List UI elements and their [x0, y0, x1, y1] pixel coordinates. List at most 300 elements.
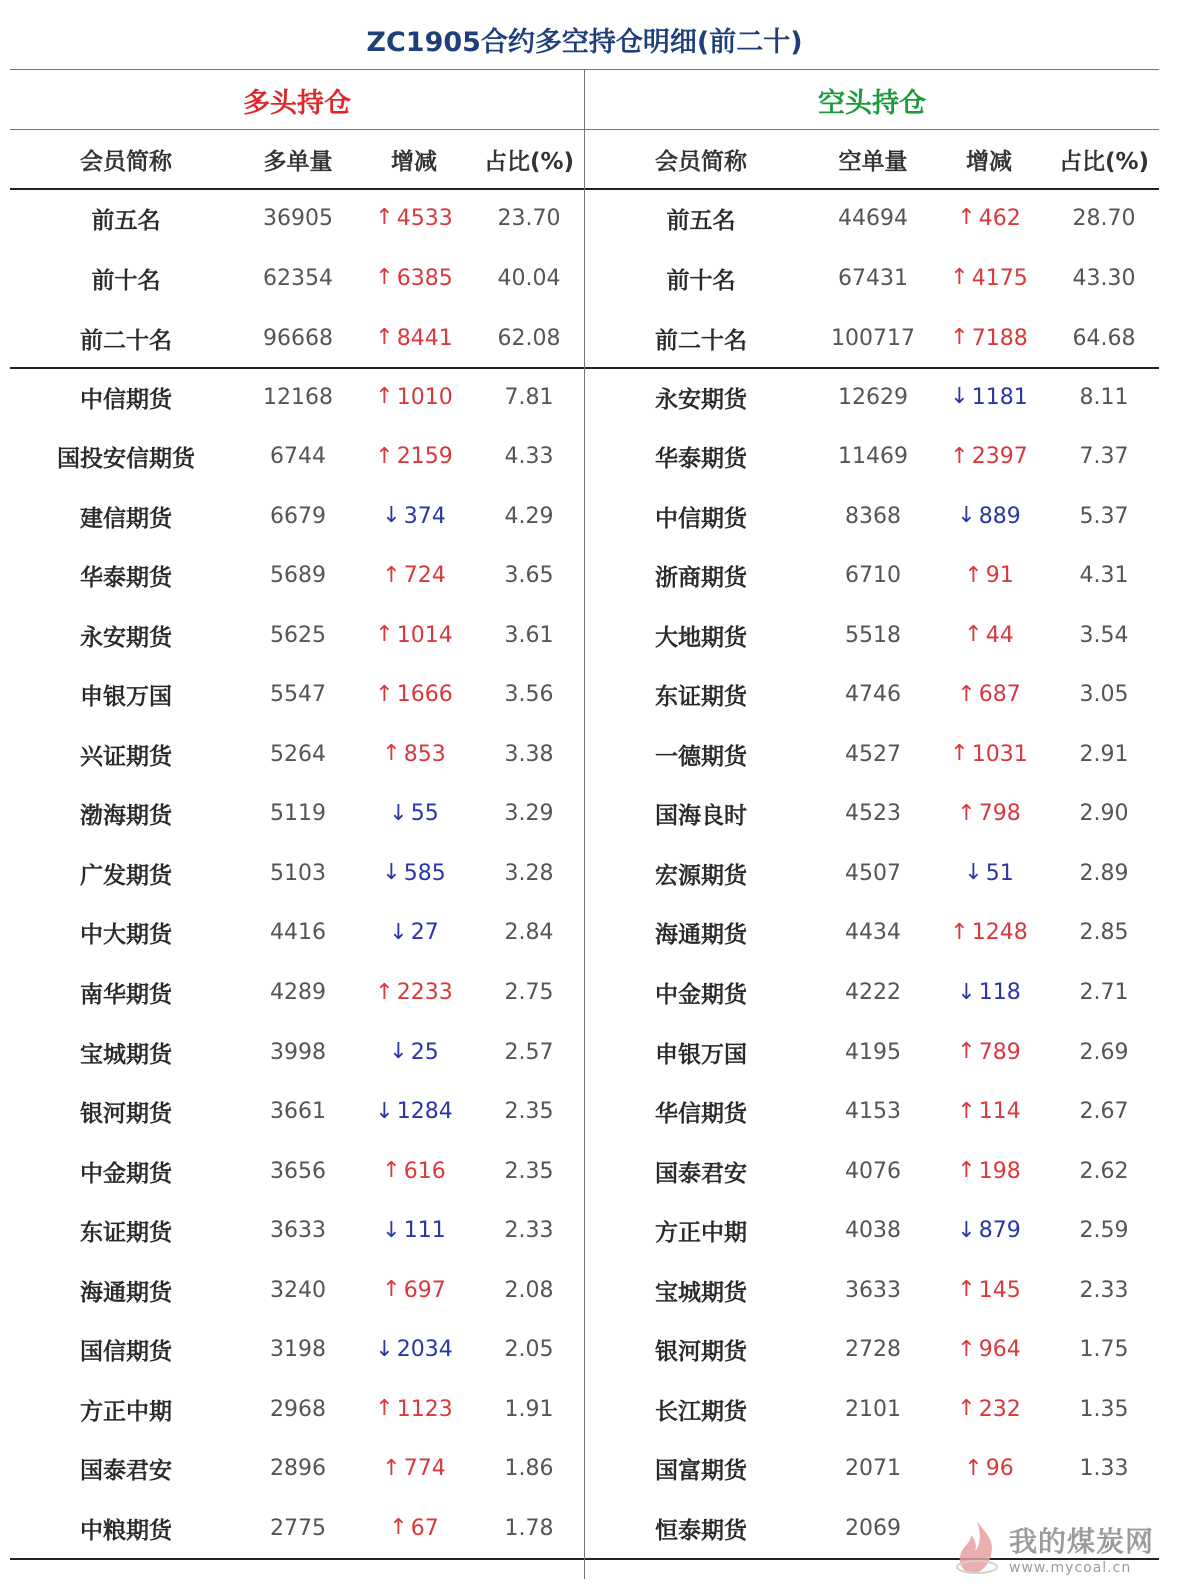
- arrow-up-icon: ↑: [375, 1396, 394, 1422]
- change-amount: 1123: [396, 1396, 453, 1422]
- short-member-row: [585, 1320, 1159, 1380]
- change-cell: [354, 206, 474, 231]
- long-member-row: [10, 1498, 584, 1558]
- arrow-down-icon: ↓: [382, 503, 401, 529]
- short-member-row: [585, 605, 1159, 665]
- share-percent: 7.81: [504, 384, 554, 410]
- share-percent: 2.35: [504, 1158, 554, 1184]
- share-percent: 3.56: [504, 682, 554, 708]
- position-volume: 5625: [270, 622, 326, 648]
- share-percent: 4.29: [504, 503, 554, 529]
- change-cell: [929, 1099, 1049, 1124]
- change-amount: 114: [978, 1099, 1021, 1125]
- member-name: 浙商期货: [655, 565, 747, 592]
- member-name: 长江期货: [655, 1398, 747, 1425]
- change-amount: 1666: [396, 682, 453, 708]
- arrow-up-icon: ↑: [382, 1277, 401, 1303]
- watermark-text: 我的煤炭网: [1009, 1525, 1155, 1558]
- share-percent: 2.89: [1079, 860, 1129, 886]
- change-value: [389, 801, 438, 826]
- change-amount: 7188: [971, 325, 1028, 351]
- change-value: [382, 563, 445, 588]
- member-name: 方正中期: [655, 1220, 747, 1247]
- change-cell: [354, 1099, 474, 1124]
- member-name: 中信期货: [80, 386, 172, 413]
- arrow-up-icon: ↑: [964, 562, 983, 588]
- member-name: 中金期货: [655, 982, 747, 1008]
- arrow-up-icon: ↑: [389, 1515, 408, 1541]
- member-name: 国泰君安: [655, 1160, 747, 1187]
- share-percent: 2.67: [1079, 1099, 1129, 1125]
- member-name: 东证期货: [80, 1220, 172, 1247]
- position-volume: 3656: [270, 1158, 326, 1184]
- short-member-row: [585, 1201, 1159, 1261]
- member-name: 国投安信期货: [57, 446, 195, 473]
- member-name: 宝城期货: [655, 1279, 747, 1306]
- change-amount: 27: [410, 920, 439, 946]
- change-value: [382, 1456, 445, 1481]
- position-volume: 5689: [270, 563, 326, 589]
- arrow-up-icon: ↑: [957, 1158, 976, 1184]
- change-amount: 697: [403, 1277, 446, 1303]
- member-name: 南华期货: [80, 982, 172, 1008]
- member-name: 前二十名: [80, 327, 172, 354]
- change-value: [375, 1397, 452, 1422]
- change-amount: 4175: [971, 265, 1028, 291]
- long-member-row: [10, 1201, 584, 1261]
- member-name: 前五名: [91, 207, 161, 234]
- share-percent: 2.85: [1079, 920, 1129, 946]
- arrow-up-icon: ↑: [964, 622, 983, 648]
- long-member-row: [10, 367, 584, 427]
- arrow-up-icon: ↑: [957, 800, 976, 826]
- short-col-member: 会员简称: [655, 148, 747, 175]
- change-value: [957, 504, 1020, 529]
- change-cell: [354, 1397, 474, 1422]
- member-name: 永安期货: [655, 386, 747, 413]
- arrow-down-icon: ↓: [382, 860, 401, 886]
- change-cell: [354, 861, 474, 886]
- change-cell: [929, 742, 1049, 767]
- member-name: 华信期货: [655, 1101, 747, 1128]
- change-value: [964, 563, 1013, 588]
- change-value: [957, 1218, 1020, 1243]
- long-col-member: 会员简称: [80, 148, 172, 175]
- member-name: 国信期货: [80, 1339, 172, 1366]
- arrow-down-icon: ↓: [389, 919, 408, 945]
- arrow-down-icon: ↓: [950, 384, 969, 409]
- arrow-up-icon: ↑: [375, 384, 394, 409]
- change-amount: 198: [978, 1158, 1021, 1184]
- share-percent: 3.29: [504, 801, 554, 827]
- share-percent: 3.38: [504, 741, 554, 767]
- position-volume: 4434: [845, 920, 901, 946]
- long-member-row: [10, 1022, 584, 1082]
- share-percent: 7.37: [1079, 444, 1129, 470]
- change-amount: 724: [403, 563, 446, 589]
- arrow-up-icon: ↑: [950, 325, 969, 350]
- change-amount: 1010: [396, 384, 453, 410]
- share-percent: 4.31: [1079, 563, 1129, 589]
- short-member-row: [585, 486, 1159, 546]
- change-cell: [929, 1278, 1049, 1303]
- share-percent: 2.71: [1079, 980, 1129, 1005]
- position-volume: 6679: [270, 503, 326, 529]
- change-cell: [354, 1278, 474, 1303]
- long-member-row: [10, 546, 584, 606]
- share-percent: 2.35: [504, 1099, 554, 1125]
- long-member-row: [10, 903, 584, 963]
- change-cell: [929, 1218, 1049, 1243]
- long-header-row: [10, 129, 584, 189]
- change-cell: [354, 385, 474, 410]
- position-volume: 4416: [270, 920, 326, 946]
- flame-logo-icon: [951, 1517, 1003, 1579]
- watermark-url: www.mycoal.cn: [1009, 1560, 1132, 1576]
- position-volume: 5547: [270, 682, 326, 708]
- arrow-down-icon: ↓: [389, 1039, 408, 1065]
- position-volume: 3633: [270, 1218, 326, 1244]
- short-col-change: 增减: [966, 148, 1012, 175]
- share-percent: 2.05: [504, 1337, 554, 1363]
- arrow-down-icon: ↓: [375, 1098, 394, 1124]
- arrow-down-icon: ↓: [964, 860, 983, 886]
- change-value: [950, 920, 1027, 945]
- share-percent: 23.70: [497, 205, 561, 231]
- share-percent: 1.78: [504, 1515, 554, 1541]
- change-amount: 964: [978, 1337, 1021, 1363]
- short-summary-row: [585, 188, 1159, 248]
- share-percent: 2.90: [1079, 801, 1129, 827]
- arrow-up-icon: ↑: [957, 1277, 976, 1303]
- arrow-up-icon: ↑: [375, 681, 394, 707]
- change-amount: 111: [403, 1218, 446, 1244]
- member-name: 渤海期货: [80, 803, 172, 830]
- member-name: 方正中期: [80, 1398, 172, 1425]
- share-percent: 28.70: [1072, 205, 1136, 231]
- change-value: [375, 206, 452, 231]
- arrow-up-icon: ↑: [950, 919, 969, 945]
- long-member-row: [10, 784, 584, 844]
- long-member-row: [10, 427, 584, 487]
- change-amount: 25: [410, 1039, 439, 1065]
- arrow-up-icon: ↑: [957, 1039, 976, 1065]
- arrow-down-icon: ↓: [389, 800, 408, 826]
- position-volume: 4507: [845, 860, 901, 886]
- arrow-up-icon: ↑: [375, 205, 394, 230]
- long-col-volume: 多单量: [263, 148, 333, 175]
- change-value: [375, 326, 452, 351]
- change-cell: [929, 1337, 1049, 1362]
- change-amount: 1181: [971, 384, 1028, 410]
- share-percent: 1.75: [1079, 1337, 1129, 1363]
- change-cell: [929, 444, 1049, 469]
- member-name: 大地期货: [655, 624, 747, 651]
- change-value: [957, 980, 1020, 1005]
- change-value: [957, 682, 1020, 707]
- long-summary-row: [10, 188, 584, 248]
- change-cell: [354, 801, 474, 826]
- position-volume: 4195: [845, 1039, 901, 1065]
- change-amount: 55: [410, 801, 439, 827]
- position-volume: 3633: [845, 1277, 901, 1303]
- change-cell: [354, 504, 474, 529]
- change-amount: 798: [978, 801, 1021, 827]
- arrow-down-icon: ↓: [375, 1336, 394, 1362]
- arrow-up-icon: ↑: [375, 979, 394, 1005]
- change-value: [964, 623, 1013, 648]
- short-member-row: [585, 963, 1159, 1023]
- member-name: 国富期货: [655, 1458, 747, 1485]
- share-percent: 64.68: [1072, 325, 1136, 351]
- change-amount: 879: [978, 1218, 1021, 1244]
- short-member-row: [585, 665, 1159, 725]
- share-percent: 2.75: [504, 980, 554, 1005]
- position-volume: 11469: [838, 444, 908, 470]
- short-member-row: [585, 724, 1159, 784]
- change-value: [950, 444, 1027, 469]
- position-volume: 6744: [270, 444, 326, 470]
- member-name: 海通期货: [655, 922, 747, 949]
- change-amount: 616: [403, 1158, 446, 1184]
- change-cell: [354, 1456, 474, 1481]
- arrow-up-icon: ↑: [375, 443, 394, 469]
- position-volume: 100717: [831, 325, 915, 351]
- arrow-up-icon: ↑: [950, 741, 969, 767]
- share-percent: 1.86: [504, 1456, 554, 1482]
- short-member-row: [585, 1082, 1159, 1142]
- change-value: [957, 1397, 1020, 1422]
- share-percent: 1.33: [1079, 1456, 1129, 1482]
- position-volume: 2775: [270, 1515, 326, 1541]
- position-volume: 3661: [270, 1099, 326, 1125]
- table-title: ZC1905合约多空持仓明细(前二十): [366, 26, 803, 58]
- share-percent: 2.57: [504, 1039, 554, 1065]
- share-percent: 3.65: [504, 563, 554, 589]
- arrow-down-icon: ↓: [957, 1217, 976, 1243]
- change-cell: [354, 1159, 474, 1184]
- position-volume: 3198: [270, 1337, 326, 1363]
- arrow-up-icon: ↑: [375, 265, 394, 290]
- long-member-row: [10, 1082, 584, 1142]
- change-cell: [929, 861, 1049, 886]
- member-name: 海通期货: [80, 1279, 172, 1306]
- change-amount: 462: [978, 205, 1021, 231]
- position-volume: 12168: [263, 384, 333, 410]
- change-cell: [929, 1159, 1049, 1184]
- long-member-row: [10, 605, 584, 665]
- change-amount: 51: [985, 860, 1014, 886]
- member-name: 宏源期货: [655, 862, 747, 889]
- share-percent: 1.35: [1079, 1396, 1129, 1422]
- position-volume: 67431: [838, 265, 908, 291]
- member-name: 申银万国: [655, 1041, 747, 1068]
- position-volume: 5264: [270, 741, 326, 767]
- share-percent: 8.11: [1079, 384, 1129, 410]
- change-value: [382, 742, 445, 767]
- member-name: 一德期货: [655, 743, 747, 770]
- change-cell: [354, 1040, 474, 1065]
- long-member-row: [10, 1320, 584, 1380]
- change-amount: 585: [403, 860, 446, 886]
- change-amount: 2397: [971, 444, 1028, 470]
- change-amount: 889: [978, 503, 1021, 529]
- arrow-up-icon: ↑: [375, 325, 394, 350]
- change-value: [375, 1337, 452, 1362]
- change-amount: 4533: [396, 205, 453, 231]
- change-value: [950, 326, 1027, 351]
- change-cell: [354, 980, 474, 1005]
- position-volume: 5518: [845, 622, 901, 648]
- member-name: 前十名: [666, 267, 736, 294]
- position-volume: 2728: [845, 1337, 901, 1363]
- change-cell: [929, 801, 1049, 826]
- short-member-row: [585, 1379, 1159, 1439]
- position-volume: 62354: [263, 265, 333, 291]
- short-member-row: [585, 1022, 1159, 1082]
- change-cell: [354, 563, 474, 588]
- share-percent: 3.61: [504, 622, 554, 648]
- long-col-pct: 占比(%): [483, 148, 575, 175]
- share-percent: 43.30: [1072, 265, 1136, 291]
- change-amount: 1248: [971, 920, 1028, 946]
- arrow-up-icon: ↑: [957, 681, 976, 707]
- long-member-row: [10, 1260, 584, 1320]
- long-member-row: [10, 1439, 584, 1499]
- arrow-up-icon: ↑: [957, 1336, 976, 1362]
- member-name: 银河期货: [80, 1101, 172, 1128]
- arrow-up-icon: ↑: [382, 1158, 401, 1184]
- member-name: 中粮期货: [80, 1517, 172, 1544]
- change-value: [950, 385, 1027, 410]
- change-cell: [929, 980, 1049, 1005]
- change-amount: 8441: [396, 325, 453, 351]
- arrow-down-icon: ↓: [957, 979, 976, 1005]
- change-amount: 96: [985, 1456, 1014, 1482]
- change-amount: 774: [403, 1456, 446, 1482]
- short-member-row: [585, 427, 1159, 487]
- short-member-row: [585, 903, 1159, 963]
- change-value: [382, 1218, 445, 1243]
- change-amount: 2233: [396, 980, 453, 1005]
- change-cell: [929, 920, 1049, 945]
- long-member-row: [10, 486, 584, 546]
- share-percent: 3.28: [504, 860, 554, 886]
- position-volume: 5119: [270, 801, 326, 827]
- long-summary-row: [10, 248, 584, 308]
- arrow-up-icon: ↑: [957, 205, 976, 230]
- short-member-row: [585, 367, 1159, 427]
- change-cell: [354, 920, 474, 945]
- short-summary-row: [585, 308, 1159, 368]
- arrow-up-icon: ↑: [964, 1455, 983, 1481]
- change-cell: [354, 682, 474, 707]
- change-cell: [929, 1397, 1049, 1422]
- arrow-up-icon: ↑: [950, 265, 969, 290]
- change-value: [964, 1456, 1013, 1481]
- share-percent: 3.54: [1079, 622, 1129, 648]
- change-value: [382, 1159, 445, 1184]
- long-member-row: [10, 724, 584, 784]
- short-section-title: 空头持仓: [818, 87, 926, 119]
- change-amount: 2034: [396, 1337, 453, 1363]
- long-member-row: [10, 1379, 584, 1439]
- change-value: [957, 1040, 1020, 1065]
- change-value: [375, 980, 452, 1005]
- share-percent: 1.91: [504, 1396, 554, 1422]
- change-value: [957, 206, 1020, 231]
- position-volume: 2071: [845, 1456, 901, 1482]
- change-cell: [929, 623, 1049, 648]
- change-amount: 2159: [396, 444, 453, 470]
- change-amount: 1284: [396, 1099, 453, 1125]
- change-value: [957, 1278, 1020, 1303]
- share-percent: 2.08: [504, 1277, 554, 1303]
- share-percent: 3.05: [1079, 682, 1129, 708]
- change-value: [389, 1516, 438, 1541]
- member-name: 恒泰期货: [655, 1517, 747, 1544]
- change-amount: 1014: [396, 622, 453, 648]
- short-member-row: [585, 843, 1159, 903]
- member-name: 广发期货: [80, 862, 172, 889]
- member-name: 兴证期货: [80, 743, 172, 770]
- position-volume: 6710: [845, 563, 901, 589]
- member-name: 前十名: [91, 267, 161, 294]
- share-percent: 2.84: [504, 920, 554, 946]
- change-cell: [929, 266, 1049, 291]
- change-value: [950, 266, 1027, 291]
- long-member-row: [10, 665, 584, 725]
- position-volume: 4153: [845, 1099, 901, 1125]
- change-cell: [929, 1456, 1049, 1481]
- position-volume: 36905: [263, 205, 333, 231]
- change-cell: [929, 206, 1049, 231]
- change-amount: 853: [403, 741, 446, 767]
- change-amount: 67: [410, 1515, 439, 1541]
- change-cell: [354, 444, 474, 469]
- change-value: [382, 504, 445, 529]
- change-value: [957, 801, 1020, 826]
- arrow-down-icon: ↓: [382, 1217, 401, 1243]
- member-name: 国泰君安: [80, 1458, 172, 1485]
- change-value: [375, 682, 452, 707]
- change-value: [375, 266, 452, 291]
- short-col-volume: 空单量: [838, 148, 908, 175]
- arrow-up-icon: ↑: [957, 1098, 976, 1124]
- position-volume: 4289: [270, 980, 326, 1005]
- change-cell: [929, 1040, 1049, 1065]
- change-cell: [354, 1516, 474, 1541]
- change-amount: 118: [978, 980, 1021, 1005]
- share-percent: 4.33: [504, 444, 554, 470]
- change-value: [389, 920, 438, 945]
- position-volume: 5103: [270, 860, 326, 886]
- position-volume: 4527: [845, 741, 901, 767]
- change-amount: 687: [978, 682, 1021, 708]
- member-name: 宝城期货: [80, 1041, 172, 1068]
- position-volume: 2069: [845, 1515, 901, 1541]
- change-value: [375, 1099, 452, 1124]
- short-member-row: [585, 1141, 1159, 1201]
- change-amount: 789: [978, 1039, 1021, 1065]
- share-percent: 2.62: [1079, 1158, 1129, 1184]
- position-volume: 3240: [270, 1277, 326, 1303]
- change-value: [382, 1278, 445, 1303]
- share-percent: 2.33: [504, 1218, 554, 1244]
- change-value: [957, 1159, 1020, 1184]
- position-volume: 12629: [838, 384, 908, 410]
- position-volume: 4222: [845, 980, 901, 1005]
